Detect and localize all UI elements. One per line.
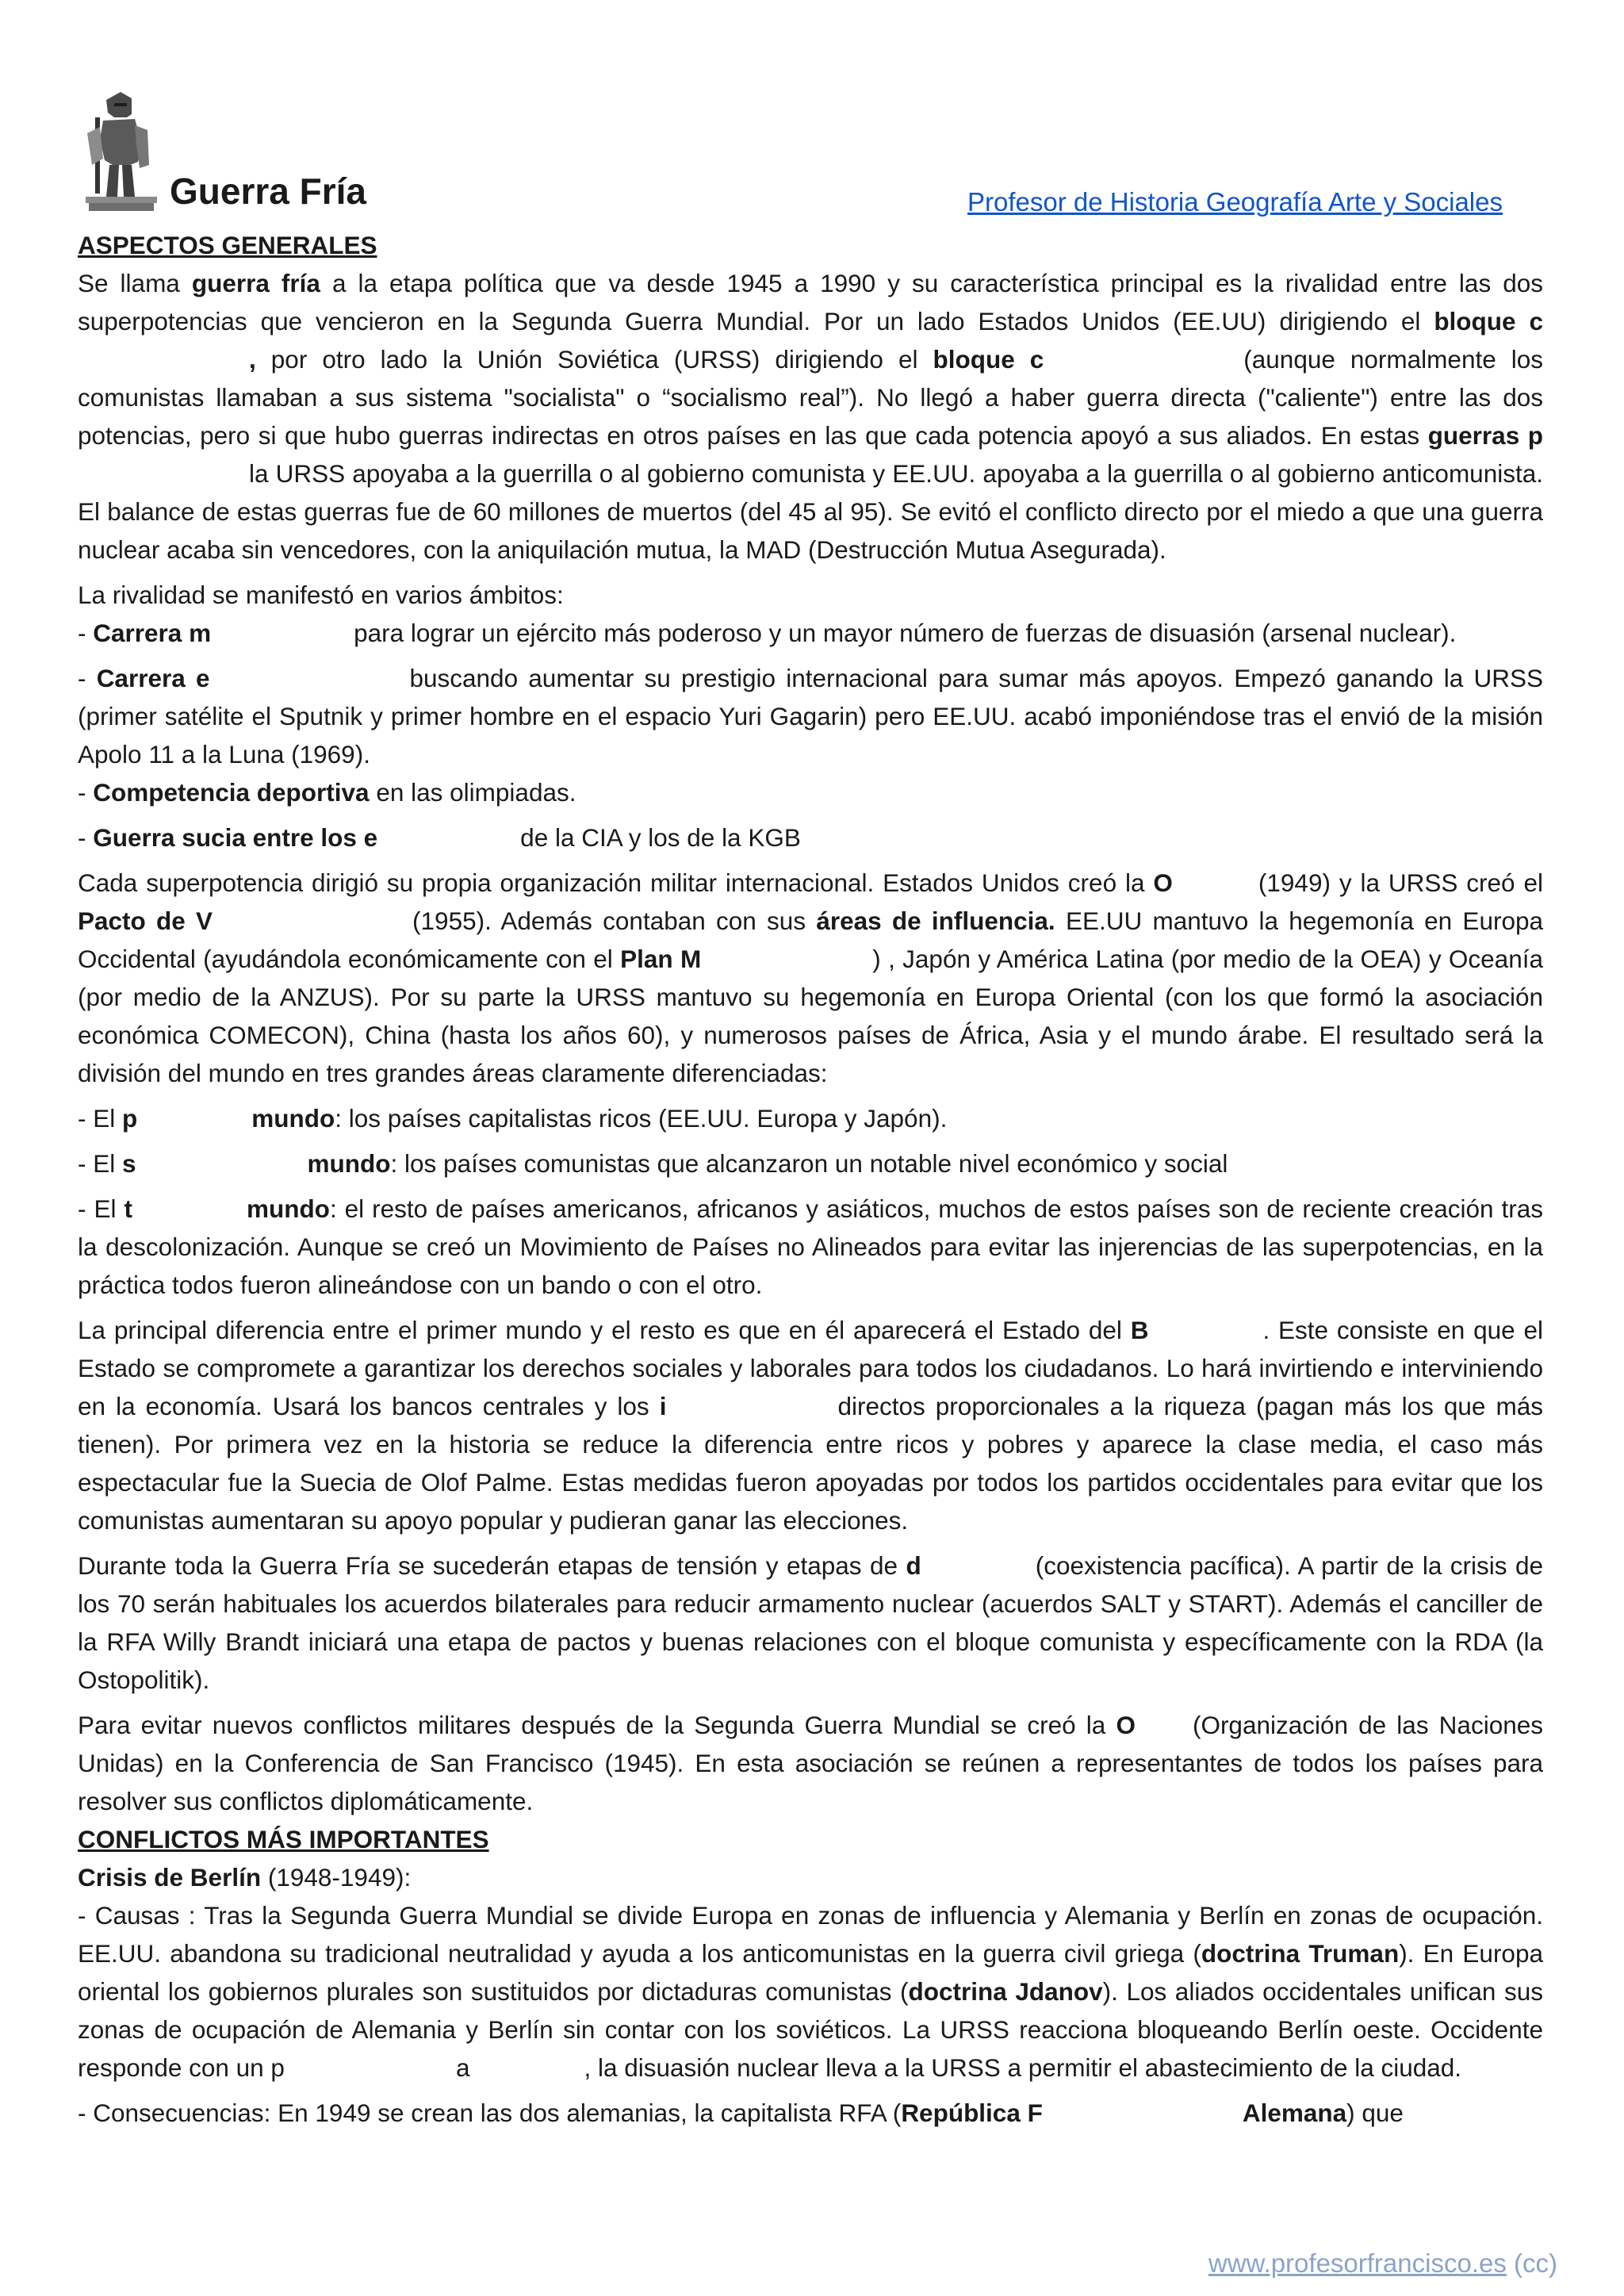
bold-text: doctrina Jdanov: [908, 1977, 1103, 2006]
bold-text: bloque c: [1434, 307, 1543, 335]
paragraph-military-organizations: [78, 864, 1543, 1092]
bold-text: Pacto de V: [78, 907, 213, 935]
list-item-second-world: [78, 1144, 1543, 1182]
paragraph-welfare-state: [78, 1311, 1543, 1539]
knight-statue-icon: [82, 86, 159, 213]
text-run: - Consecuencias: En 1949 se crean las dos alemanias, la capitalista RFA (: [78, 2099, 902, 2127]
text-run: ). Los aliados occidentales unifican sus zonas de ocupación de Alemania y Berlín sin contar con los soviéticos. La URSS reacciona bloqueando Berlín oeste. Occidente responde con un p: [78, 1977, 1543, 2082]
list-item-espionage: [78, 818, 1543, 857]
text-run: para lograr un ejército más poderoso y un mayor número de fuerzas de disuasión (arsenal nuclear).: [354, 619, 1457, 647]
text-run: EE.UU mantuvo la hegemonía en Europa Occidental (ayudándola económicamente con el: [78, 907, 1544, 973]
bold-text: O: [1153, 868, 1173, 897]
text-run: Durante toda la Guerra Fría se sucederán etapas de tensión y etapas de: [78, 1551, 906, 1580]
document-body: [78, 226, 1543, 2139]
text-run: - El: [78, 1149, 123, 1178]
text-run: a la etapa política que va desde 1945 a 1990 y su característica principal es la rivalidad entre las dos superpotencias que vencieron en la Segunda Guerra Mundial. Por un lado Estados Unidos (EE.UU) dirigiendo el: [78, 269, 1544, 335]
text-run: - El: [78, 1104, 123, 1133]
bold-text: Guerra sucia entre los e: [93, 823, 378, 852]
text-run: buscando aumentar su prestigio internacional para sumar más apoyos. Empezó ganando la URSS (primer satélite el Sputnik y primer hombre en el espacio Yuri Gagarin) pero EE.UU. acabó imponiéndose tras el envió de la misión Apolo 11 a la Luna (1969).: [78, 664, 1544, 769]
text-run: : los países capitalistas ricos (EE.UU. Europa y Japón).: [335, 1104, 948, 1133]
text-run: (Organización de las Naciones Unidas) en la Conferencia de San Francisco (1945). En esta asociación se reúnen a representantes de todos los países para resolver sus conflictos diplomáticamente.: [78, 1711, 1543, 1815]
text-run: -: [78, 619, 94, 647]
text-run: , la disuasión nuclear lleva a la URSS a permitir el abastecimiento de la ciudad.: [584, 2053, 1462, 2082]
text-run: : el resto de países americanos, africanos y asiáticos, muchos de estos países son de reciente creación tras la descolonización. Aunque se creó un Movimiento de Países no Alineados para evitar las injerencias de las superpotencias, en la práctica todos fueron alineándose con un bando o con el otro.: [78, 1194, 1543, 1299]
bold-text: t: [124, 1194, 132, 1223]
list-item-third-world: [78, 1190, 1543, 1304]
text-run: (coexistencia pacífica). A partir de la crisis de los 70 serán habituales los acuerdos bilaterales para reducir armamento nuclear (acuerdos SALT y START). Además el canciller de la RFA Willy Brandt iniciará una etapa de pactos y buenas relaciones con el bloque comunista y específicamente con la RDA (la Ostopolitik).: [78, 1551, 1543, 1694]
text-run: ) que: [1346, 2099, 1404, 2127]
bold-text: República F: [901, 2099, 1043, 2127]
text-run: ). En Europa oriental los gobiernos plurales son sustituidos por dictaduras comunistas (: [78, 1939, 1543, 2006]
text-run: directos proporcionales a la riqueza (pagan más los que más tienen). Por primera vez en la historia se reduce la diferencia entre ricos y pobres y aparece la clase media, el caso más espectacular fue la Suecia de Olof Palme. Estas medidas fueron apoyadas por todos los partidos occidentales para evitar que los comunistas aumentaran su apoyo popular y pudieran ganar las elecciones.: [78, 1392, 1543, 1535]
list-item-sports: [78, 773, 1543, 811]
text-run: Cada superpotencia dirigió su propia organización militar internacional. Estados Unidos creó la: [78, 868, 1154, 897]
bold-text: guerra fría: [191, 269, 320, 297]
text-run: por otro lado la Unión Soviética (URSS) dirigiendo el: [255, 345, 933, 374]
text-run: la URSS apoyaba a la guerrilla o al gobierno comunista y EE.UU. apoyaba a la guerrilla o al gobierno anticomunista. El balance de estas guerras fue de 60 millones de muertos (del 45 al 95). Se evitó el conflicto directo por el miedo a que una guerra nuclear acaba sin vencedores, con la aniquilación mutua, la MAD (Destrucción Mutua Asegurada).: [78, 459, 1543, 564]
page-title: Guerra Fría: [170, 171, 366, 212]
text-run: -: [78, 664, 97, 692]
bold-text: Competencia deportiva: [93, 778, 370, 807]
text-run: en las olimpiadas.: [369, 778, 576, 807]
text-run: - Causas : Tras la Segunda Guerra Mundial se divide Europa en zonas de influencia y Alemania y Berlín en zonas de ocupación. EE.UU. abandona su tradicional neutralidad y ayuda a los anticomunistas en la guerra civil griega (: [78, 1901, 1543, 1968]
list-item-first-world: [78, 1099, 1543, 1137]
paragraph-rivalry-intro: [78, 576, 1543, 614]
text-run: de la CIA y los de la KGB: [520, 823, 801, 852]
bold-text: mundo: [251, 1104, 335, 1133]
bold-text: mundo: [246, 1194, 330, 1223]
paragraph-intro: [78, 264, 1543, 569]
bold-text: doctrina Truman: [1201, 1939, 1400, 1968]
paragraph-detente: [78, 1547, 1543, 1699]
site-link[interactable]: Profesor de Historia Geografía Arte y Sociales: [967, 187, 1503, 217]
text-run: - El: [78, 1194, 124, 1223]
bold-text: Carrera e: [96, 664, 210, 692]
bold-text: i: [659, 1392, 667, 1420]
text-run: Para evitar nuevos conflictos militares después de la Segunda Guerra Mundial se creó la: [78, 1711, 1116, 1739]
footer: [1208, 2248, 1557, 2279]
text-run: : los países comunistas que alcanzaron un notable nivel económico y social: [390, 1149, 1228, 1178]
list-item-space-race: [78, 659, 1543, 773]
paragraph-un: [78, 1706, 1543, 1820]
bold-text: Alemana: [1242, 2099, 1347, 2127]
bold-text: B: [1130, 1316, 1149, 1344]
subheading-berlin: [78, 1858, 1543, 1896]
bold-text: p: [122, 1104, 138, 1133]
text-run: . Este consiste en que el Estado se compromete a garantizar los derechos sociales y laborales para todos los ciudadanos. Lo hará invirtiendo e interviniendo en la economía. Usará los bancos centrales y los: [78, 1316, 1543, 1420]
text-run: (1949) y la URSS creó el: [1258, 868, 1543, 897]
footer-link[interactable]: www.profesorfrancisco.es: [1208, 2248, 1507, 2278]
bold-text: ,: [249, 345, 256, 374]
paragraph-berlin-causes: [78, 1896, 1543, 2087]
berlin-title: Crisis de Berlín: [78, 1863, 262, 1892]
footer-license: (cc): [1506, 2248, 1557, 2278]
bold-text: guerras p: [1427, 421, 1543, 450]
bold-text: Carrera m: [93, 619, 212, 647]
text-run: -: [78, 778, 94, 807]
text-run: Se llama: [78, 269, 192, 297]
section-heading-general: ASPECTOS GENERALES: [78, 231, 377, 259]
bold-text: s: [122, 1149, 136, 1178]
text-run: La rivalidad se manifestó en varios ámbitos:: [78, 581, 564, 609]
list-item-arms-race: [78, 614, 1543, 652]
text-run: -: [78, 823, 94, 852]
bold-text: bloque c: [933, 345, 1044, 374]
text-run: a: [455, 2053, 470, 2082]
text-run: (aunque normalmente los comunistas llamaban a sus sistema "socialista" o “socialismo real”). No llegó a haber guerra directa ("caliente") entre las dos potencias, pero si que hubo guerras indirectas en otros países en las que cada potencia apoyó a sus aliados. En estas: [78, 345, 1544, 450]
bold-text: Plan M: [620, 945, 702, 973]
bold-text: O: [1116, 1711, 1136, 1739]
bold-text: mundo: [307, 1149, 391, 1178]
berlin-years: (1948-1949):: [261, 1863, 412, 1892]
text-run: (1955). Además contaban con sus: [412, 907, 817, 935]
section-heading-conflicts: CONFLICTOS MÁS IMPORTANTES: [78, 1825, 489, 1853]
paragraph-berlin-consequences: [78, 2094, 1543, 2132]
bold-text: d: [906, 1551, 921, 1580]
bold-text: áreas de influencia.: [816, 907, 1055, 935]
text-run: ) , Japón y América Latina (por medio de la OEA) y Oceanía (por medio de la ANZUS). Por su parte la URSS mantuvo su hegemonía en Europa Oriental (con los que formó la asociación económica COMECON), China (hasta los años 60), y numerosos países de África, Asia y el mundo árabe. El resultado será la división del mundo en tres grandes áreas claramente diferenciadas:: [78, 945, 1543, 1087]
text-run: La principal diferencia entre el primer mundo y el resto es que en él aparecerá el Estado del: [78, 1316, 1131, 1344]
